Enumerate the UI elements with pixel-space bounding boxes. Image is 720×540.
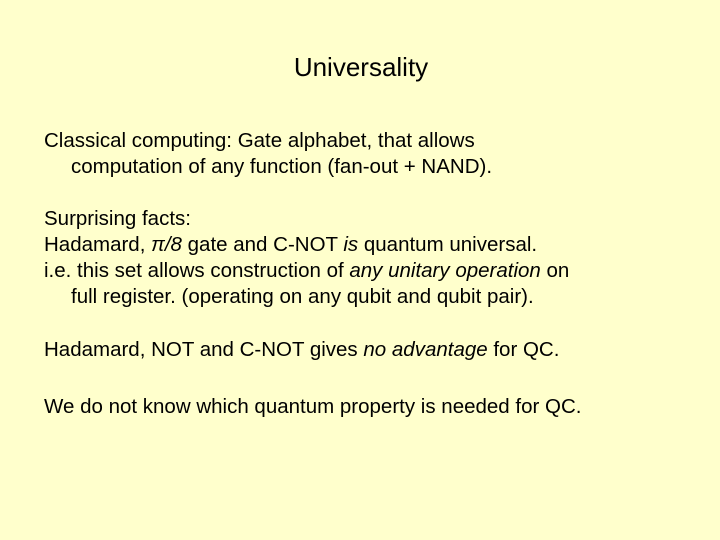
facts-line-register: full register. (operating on any qubit and qubit pair).: [71, 285, 534, 308]
facts-heading: Surprising facts:: [44, 207, 191, 230]
slide-title: Universality: [293, 52, 429, 82]
facts-text-any-unitary: any unitary operation: [349, 259, 541, 282]
facts-text-hadamard: Hadamard,: [44, 233, 152, 256]
no-advantage-line: [44, 337, 704, 363]
paragraph-classical-computing: [44, 128, 704, 180]
no-advantage-text-c: for QC.: [487, 338, 560, 361]
paragraph-surprising-facts: [44, 206, 704, 310]
unknown-property-line: We do not know which quantum property is needed for QC.: [44, 395, 582, 418]
paragraph-no-advantage: [44, 337, 704, 363]
facts-line-universal: [44, 232, 704, 258]
facts-text-is: is: [343, 233, 359, 256]
no-advantage-text-a: Hadamard, NOT and C-NOT gives: [44, 338, 364, 361]
facts-text-gate-cnot: gate and C-NOT: [181, 233, 344, 256]
no-advantage-text-em: no advantage: [363, 338, 488, 361]
classical-line-1: Classical computing: Gate alphabet, that allows: [44, 129, 475, 152]
facts-text-quantum-universal: quantum universal.: [358, 233, 538, 256]
classical-line-2: computation of any function (fan-out + NAND).: [71, 155, 493, 178]
facts-text-on: on: [540, 259, 570, 282]
facts-line-construction: [44, 258, 704, 284]
paragraph-unknown-property: [44, 394, 704, 420]
slide-body: [44, 128, 704, 420]
facts-text-pi-8: π/8: [151, 233, 182, 256]
facts-text-ie: i.e. this set allows construction of: [44, 259, 350, 282]
